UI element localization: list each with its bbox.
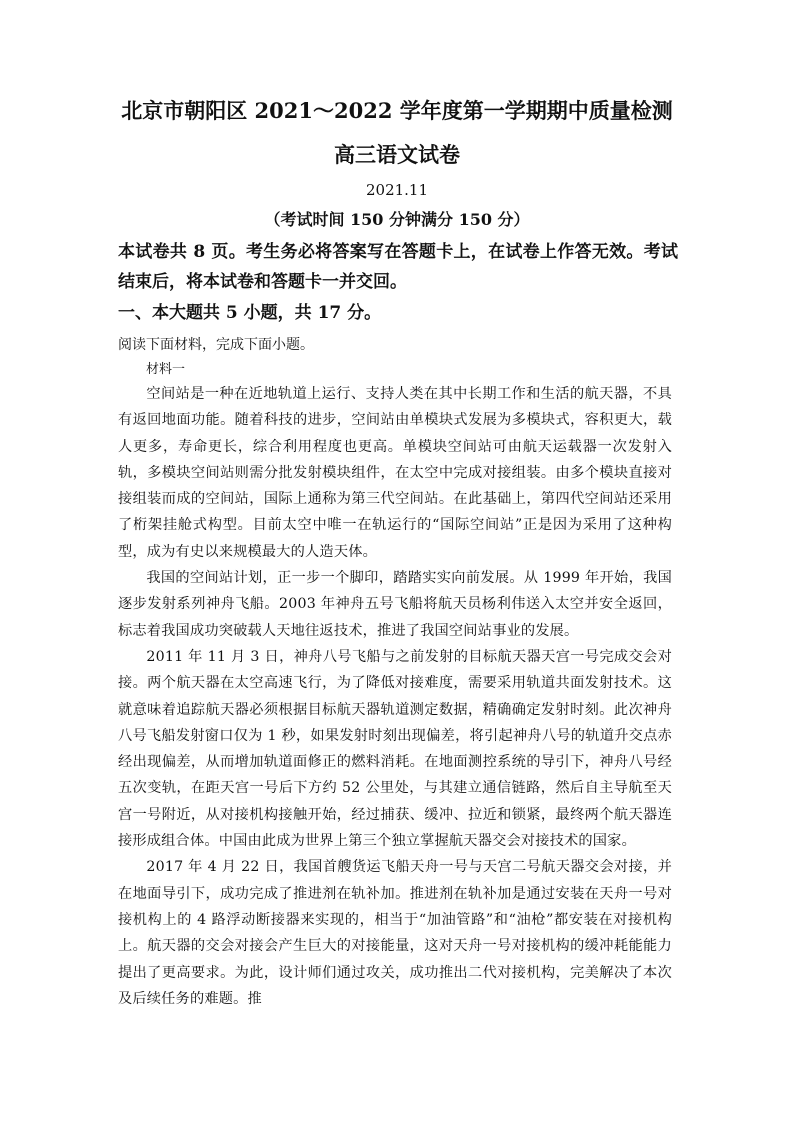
exam-time-note: （考试时间 150 分钟满分 150 分） (264, 210, 530, 229)
material-label: 材料一 (146, 362, 186, 377)
material-paragraph: 空间站是一种在近地轨道上运行、支持人类在其中长期工作和生活的航天器，不具有返回地面功能。随着科技的进步，空间站由单模块式发展为多模块式，容积更大，载人更多，寿命更长，综合利用程度也更高。单模块空间站可由航天运载器一次发射入轨，多模块空间站则需分批发射模块组件，在太空中完成对接组装。由多个模块直接对接组装而成的空间站，国际上通称为第三代空间站。在此基础上，第四代空间站还采用了桁架挂舱式构型。目前太空中唯一在轨运行的“国际空间站”正是因为采用了这种构型，成为有史以来规模最大的人造天体。 (118, 386, 672, 560)
exam-subtitle: 高三语文试卷 (334, 142, 460, 167)
reading-instruction: 阅读下面材料，完成下面小题。 (118, 337, 314, 353)
exam-notice: 本试卷共 8 页。考生务必将答案写在答题卡上，在试卷上作答无效。考试结束后，将本试卷和答题卡一并交回。 (118, 242, 678, 292)
section-heading: 一、本大题共 5 小题，共 17 分。 (118, 303, 382, 323)
material-paragraph: 2011 年 11 月 3 日，神舟八号飞船与之前发射的目标航天器天宫一号完成交会对接。两个航天器在太空高速飞行，为了降低对接难度，需要采用轨道共面发射技术。这就意味着追踪航天器必须根据目标航天器轨道测定数据，精确确定发射时刻。此次神舟八号飞船发射窗口仅为 1 秒，如果发射时刻出现偏差，将引起神舟八号的轨道升交点赤经出现偏差，从而增加轨道面修正的燃料消耗。在地面测控系统的导引下，神舟八号经五次变轨，在距天宫一号后下方约 52 公里处，与其建立通信链路，然后自主导航至天宫一号附近，从对接机构接触开始，经过捕获、缓冲、拉近和锁紧，最终两个航天器连接形成组合体。中国由此成为世界上第三个独立掌握航天器交会对接技术的国家。 (118, 648, 672, 850)
exam-date: 2021.11 (365, 181, 429, 199)
material-paragraph: 2017 年 4 月 22 日，我国首艘货运飞船天舟一号与天宫二号航天器交会对接，并在地面导引下，成功完成了推进剂在轨补加。推进剂在轨补加是通过安装在天舟一号对接机构上的 4 路浮动断接器来实现的，相当于“加油管路”和“油枪”都安装在对接机构上。航天器的交会对接会产生巨大的对接能量，这对天舟一号对接机构的缓冲耗能能力提出了更高要求。为此，设计师们通过攻关，成功推出二代对接机构，完美解决了本次及后续任务的难题。推 (118, 859, 672, 1007)
exam-title: 北京市朝阳区 2021～2022 学年度第一学期期中质量检测 (121, 98, 673, 123)
material-body (118, 381, 672, 1012)
material-paragraph: 我国的空间站计划，正一步一个脚印，踏踏实实向前发展。从 1999 年开始，我国逐步发射系列神舟飞船。2003 年神舟五号飞船将航天员杨利伟送入太空并安全返回，标志着我国成功突破载人天地往返技术，推进了我国空间站事业的发展。 (118, 570, 672, 639)
